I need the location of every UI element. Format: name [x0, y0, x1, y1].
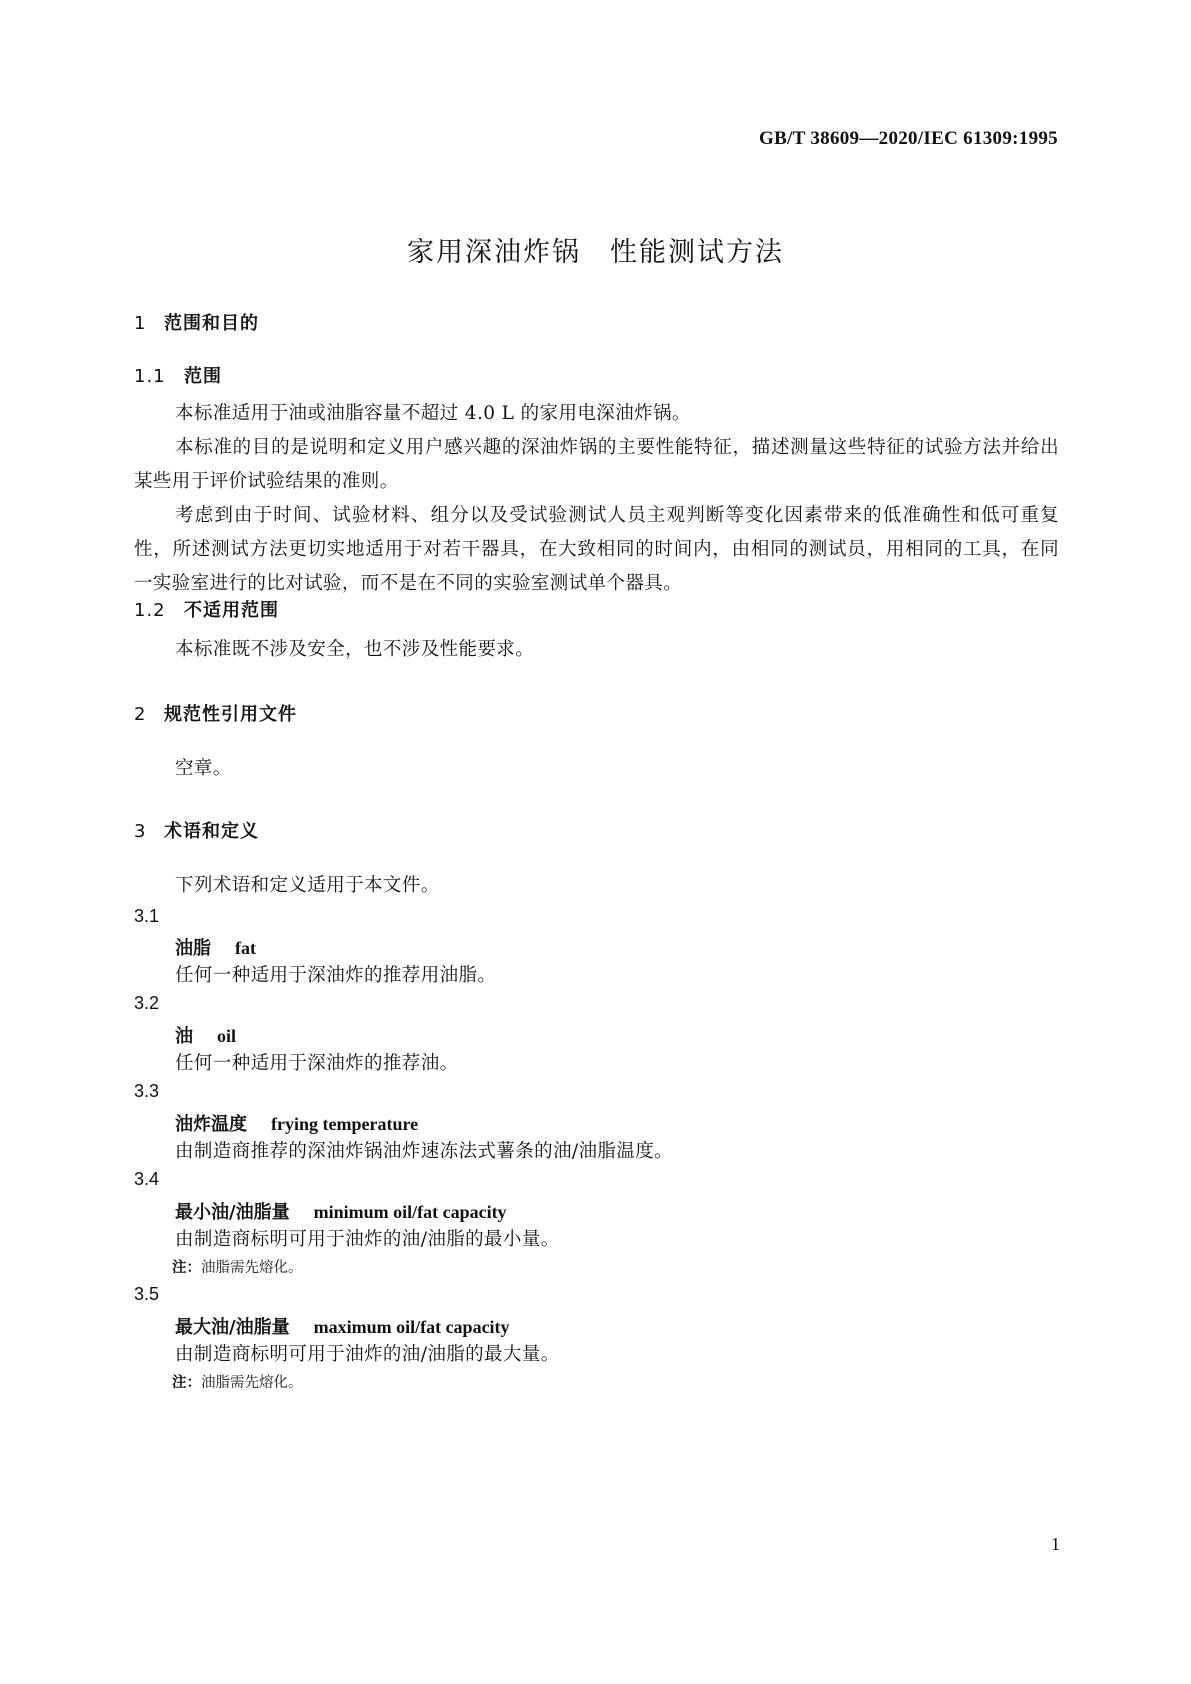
paragraph: 本标准的目的是说明和定义用户感兴趣的深油炸锅的主要性能特征，描述测量这些特征的试验方法并给出某些用于评价试验结果的准则。: [134, 437, 1059, 492]
term-zh: 最大油/油脂量: [175, 1317, 290, 1338]
term-note: [172, 1371, 303, 1392]
term-entry: [175, 1313, 510, 1339]
term-definition: 由制造商标明可用于油炸的油/油脂的最大量。: [175, 1344, 560, 1365]
term-definition: 由制造商标明可用于油炸的油/油脂的最小量。: [175, 1229, 560, 1250]
term-entry: [175, 934, 256, 960]
term-en: maximum oil/fat capacity: [313, 1317, 510, 1337]
term-entry: [175, 1022, 236, 1048]
term-entry: [175, 1198, 507, 1224]
section-title: 范围: [184, 366, 222, 387]
paragraph: 下列术语和定义适用于本文件。: [175, 875, 440, 896]
page-number: 1: [1051, 1534, 1060, 1554]
section-number: 3: [134, 821, 147, 842]
section-number: 1: [134, 313, 147, 334]
section-title: 范围和目的: [164, 313, 259, 334]
section-1-1-heading: [134, 362, 222, 388]
term-zh: 油脂: [175, 938, 211, 959]
term-en: frying temperature: [271, 1114, 419, 1134]
section-title: 不适用范围: [184, 600, 279, 621]
note-text: 油脂需先熔化。: [201, 1260, 303, 1276]
term-en: fat: [235, 938, 256, 958]
term-number: 3.1: [134, 906, 160, 926]
section-title: 规范性引用文件: [164, 704, 297, 725]
paragraph: 本标准既不涉及安全，也不涉及性能要求。: [175, 639, 535, 660]
paragraph: 空章。: [175, 758, 232, 779]
paragraph: 考虑到由于时间、试验材料、组分以及受试验测试人员主观判断等变化因素带来的低准确性和低可重复性，所述测试方法更切实地适用于对若干器具，在大致相同的时间内，由相同的测试员，用相同的工具，在同一实验室进行的比对试验，而不是在不同的实验室测试单个器具。: [134, 505, 1059, 594]
section-number: 2: [134, 704, 147, 725]
section-number: 1.2: [134, 600, 166, 621]
note-label: 注：: [172, 1260, 201, 1276]
section-1-2-heading: [134, 596, 279, 622]
term-number: 3.2: [134, 993, 160, 1013]
term-definition: 任何一种适用于深油炸的推荐油。: [175, 1053, 459, 1074]
note-label: 注：: [172, 1375, 201, 1391]
term-number: 3.4: [134, 1169, 160, 1189]
section-3-heading: [134, 817, 259, 843]
section-2-heading: [134, 700, 297, 726]
term-definition: 任何一种适用于深油炸的推荐用油脂。: [175, 965, 497, 986]
standard-code: GB/T 38609—2020/IEC 61309:1995: [759, 128, 1058, 149]
document-body: [134, 0, 1059, 1684]
section-number: 1.1: [134, 366, 166, 387]
note-text: 油脂需先熔化。: [201, 1375, 303, 1391]
term-en: minimum oil/fat capacity: [313, 1202, 507, 1222]
section-1-heading: [134, 309, 259, 335]
term-number: 3.5: [134, 1284, 160, 1304]
paragraph: 本标准适用于油或油脂容量不超过 4.0 L 的家用电深油炸锅。: [175, 403, 691, 424]
term-number: 3.3: [134, 1081, 160, 1101]
term-en: oil: [217, 1026, 237, 1046]
term-entry: [175, 1110, 418, 1136]
term-zh: 最小油/油脂量: [175, 1202, 290, 1223]
document-title: 家用深油炸锅 性能测试方法: [407, 237, 784, 268]
term-definition: 由制造商推荐的深油炸锅油炸速冻法式薯条的油/油脂温度。: [175, 1141, 674, 1162]
term-zh: 油: [175, 1026, 193, 1047]
section-title: 术语和定义: [164, 821, 259, 842]
term-note: [172, 1256, 303, 1277]
term-zh: 油炸温度: [175, 1114, 247, 1135]
